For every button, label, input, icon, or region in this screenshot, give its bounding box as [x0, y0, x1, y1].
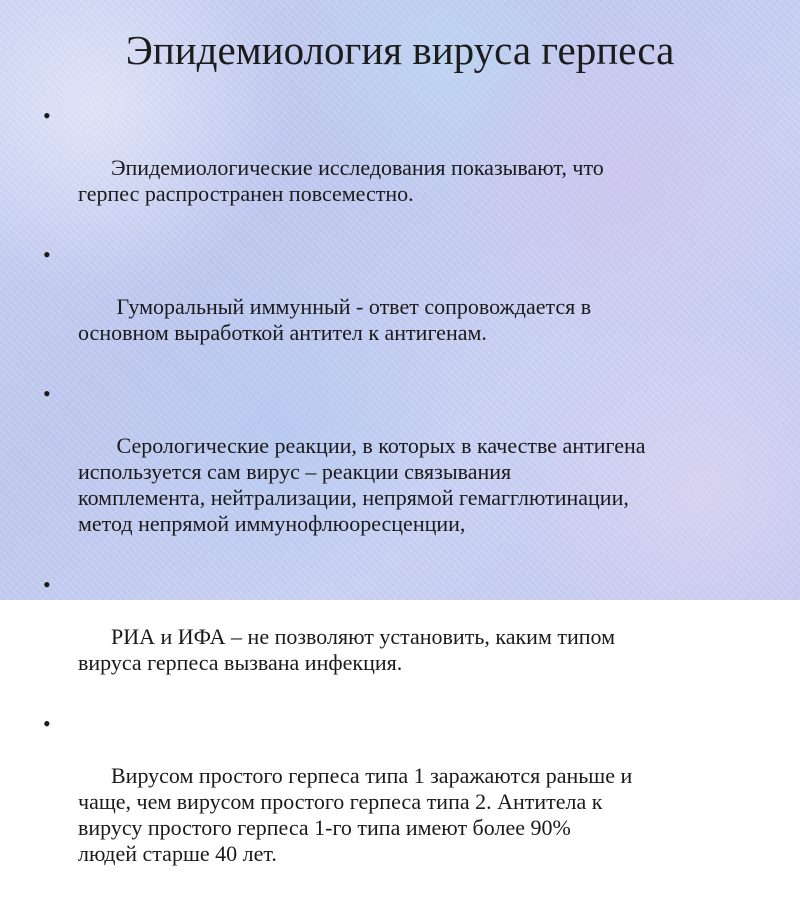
bullet-text: Серологические реакции, в которых в качестве антигена используется сам вирус – реакции связывания комплемента, нейтрализации, непрямой гемагглютинации, метод непрямой иммунофлюоресценции,	[78, 433, 646, 536]
bullet-icon: •	[43, 381, 51, 406]
bullet-text: Вирусом простого герпеса типа 1 заражаются раньше и чаще, чем вирусом простого герпеса типа 2. Антитела к вирусу простого герпеса 1-го типа имеют более 90% людей старше 40 лет.	[78, 763, 633, 866]
bullet-item	[40, 711, 770, 893]
bullet-item	[40, 381, 770, 563]
bullet-item	[40, 242, 770, 372]
bullet-icon: •	[43, 572, 51, 597]
bullet-text: Гуморальный иммунный - ответ сопровождается в основном выработкой антител к антигенам.	[78, 294, 592, 345]
bullet-icon: •	[43, 242, 51, 267]
bullet-list	[40, 103, 770, 902]
bullet-text: РИА и ИФА – не позволяют установить, каким типом вируса герпеса вызвана инфекция.	[78, 624, 616, 675]
bullet-item	[40, 572, 770, 702]
bullet-item	[40, 103, 770, 233]
bullet-icon: •	[43, 711, 51, 736]
bullet-icon: •	[43, 103, 51, 128]
slide-title: Эпидемиология вируса герпеса	[125, 27, 675, 73]
bullet-text: Эпидемиологические исследования показывают, что герпес распространен повсеместно.	[78, 155, 604, 206]
